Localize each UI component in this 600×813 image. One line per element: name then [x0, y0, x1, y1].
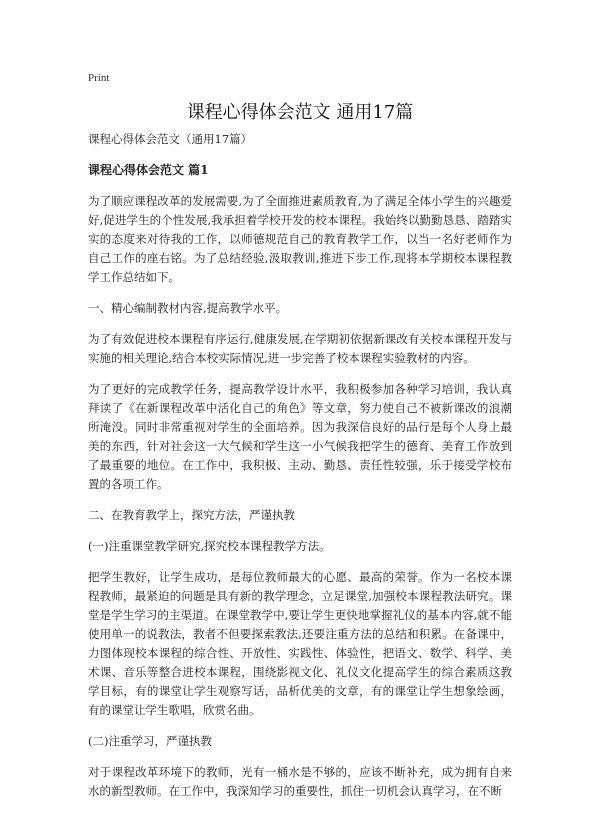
paragraph-training: 为了更好的完成教学任务，提高教学设计水平，我积极参加各种学习培训，我认真拜读了《在新课程改革中活化自己的角色》等文章，努力使自己不被新课改的浪潮所淹没。同时非常重视对学生的全面培养。因为我深信良好的品行是每个人身上最美的东西，针对社会这一大气候和学生这一小气候我把学生的德育、美育工作放到了最重要的地位。在工作中，我积极、主动、勤恳、责任性较强，乐于接受学校布置的各项工作。: [88, 382, 512, 491]
paragraph-teaching: 把学生教好，让学生成功，是每位教师最大的心愿、最高的荣誉。作为一名校本课程教师，最紧迫的问题是具有新的教学理念，立足课堂,加强校本课程教法研究。课堂是学生学习的主渠道。在课堂教学中,要让学生更快地掌握礼仪的基本内容,就不能使用单一的说教法，教者不但要探索教法,还要注重方法的总结和积累。在备课中，力图体现校本课程的综合性、开放性、实践性、体验性，把语文、数学、科学、美术课、音乐等整合进校本课程，围绕影视文化、礼仪文化提高学生的综合素质这教学目标，有的课堂让学生观察写话，品析优美的文章，有的课堂让学生想象绘画，有的课堂让学生歌唱，欣赏名曲。: [88, 570, 512, 717]
article-subtitle: 课程心得体会范文（通用17篇）: [88, 132, 253, 146]
page-title: 课程心得体会范文 通用17篇: [186, 102, 414, 123]
paragraph-materials: 为了有效促进校本课程有序运行,健康发展,在学期初依据新课改有关校本课程开发与实施的相关理论,结合本校实际情况,进一步完善了校本课程实验教材的内容。: [88, 332, 512, 365]
paragraph-learning: 对于课程改革环境下的教师，光有一桶水是不够的，应该不断补充，成为拥有自来水的新型教师。在工作中，我深知学习的重要性，抓住一切机会认真学习，在不断: [88, 765, 512, 798]
print-link[interactable]: Print: [88, 72, 110, 84]
paragraph-heading-1: 一、精心编制教材内容,提高教学水平。: [88, 301, 288, 315]
paragraph-subheading-1: (一)注重课堂教学研究,探究校本课程教学方法。: [88, 539, 331, 553]
paragraph-subheading-2: (二)注重学习，严谨执教: [88, 734, 212, 748]
section-heading: 课程心得体会范文 篇1: [88, 163, 209, 177]
paragraph-intro: 为了顺应课程改革的发展需要,为了全面推进素质教育,为了满足全体小学生的兴趣爱好,促进学生的个性发展,我承担着学校开发的校本课程。我始终以勤勤恳恳、踏踏实实的态度来对待我的工作，以师德规范自己的教育教学工作，以当一名好老师作为自己工作的座右铭。为了总结经验,汲取教训,推进下步工作,现将本学期校本课程教学工作总结如下。: [88, 194, 512, 284]
article-body: [88, 130, 512, 813]
paragraph-heading-2: 二、在教育教学上，探究方法，严谨执教: [88, 508, 295, 522]
